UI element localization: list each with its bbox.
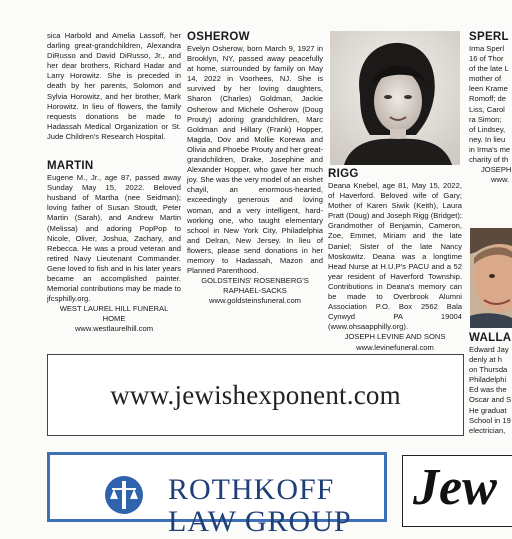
funeral-website-sperl: www. <box>491 175 510 185</box>
obituary-column-2 <box>187 31 323 306</box>
rigg-portrait-photo <box>330 31 460 165</box>
sperl-line: Romoff; de <box>469 94 507 104</box>
sperl-line: Liss, Carol <box>469 104 505 114</box>
funeral-home-sperl: JOSEPH <box>481 165 512 175</box>
funeral-website-martin: www.westlaurelhill.com <box>74 324 154 334</box>
walla-line: on Thursda <box>469 365 508 375</box>
jewish-ad-text: Jew <box>413 459 497 516</box>
rothkoff-subtitle: LAW GROUP <box>168 505 352 538</box>
obituary-name-osherow: OSHEROW <box>187 31 250 43</box>
obituary-body-martin: Eugene M., Jr., age 87, passed away Sunday May 15, 2022. Beloved husband of Martha (nee Seidman); loving father of Susan Stoudt, Peter Martin (Sarah), and Andrew Martin (Melissa) and adoring PopPop to Nicole, Oliver, Joshua, Zachary, and Rebecca. He was a proud veteran and retired Navy Lieutenant Commander. Gene loved to fish and in his later years became an accomplished painter. Memorial contributions may be made to jfcsphilly.org. <box>47 173 181 304</box>
obituary-name-martin: MARTIN <box>47 160 94 173</box>
walla-line: Philadelphi <box>469 375 507 385</box>
obituary-continuation-text: sica Harbold and Amelia Lassoff, her darling great-grandchildren, Alexandra DiRusso and David DiRusso, Jr., and her dear brothers, Richard Hadar and Larry Horowitz. She is preceded in death by her parents, Solomon and Sylvia Horowitz, and her brother, Mark Horowitz. In lieu of flowers, the family requests donations be made to Hadassah Medical Organization or St. Jude Children's Research Hospital. <box>47 31 181 141</box>
walla-line: School in 19 <box>469 415 511 425</box>
rothkoff-logo-icon <box>104 475 144 515</box>
sperl-line: of the late L <box>469 64 509 74</box>
walla-line: Ed was the <box>469 385 507 395</box>
obituary-body-osherow: Evelyn Osherow, born March 9, 1927 in Brooklyn, NY, passed away peacefully at home, surrounded by family on May 14, 2022 in Voorhees, NJ. She is survived by her loving daughters, Sharon (Charles) Goldman, Jackie Osherow and Michele Osherow (Doug Prouty) adoring grandchildren, Marc Goldman and Hillary (Frank) Hopper, Magda, Dov and Mollie Korewa and Olivia and Phoebe Prouty and her great-grandchildren, Drake, Josephine and Alexander Hopper, who gave her much joy. She was the very model of an eishet chayil, an enormous-hearted, exceedingly generous and loving woman, and a very intelligent, hard-working one, who taught elementary school in New York City, Philadelphia and Delran, New Jersey. In lieu of flowers, please send donations in her memory to Hadassah, Mazon and Planned Parenthood. <box>187 44 323 276</box>
obituary-name-rigg: RIGG <box>328 168 359 180</box>
walla-line: Edward Jay <box>469 345 509 354</box>
obituary-body-rigg: Deana Knebel, age 81, May 15, 2022, of Haverford. Beloved wife of Gary; Mother of Karen Siwik (Keith), Laura Pratt (Doug) and Joseph Rigg (Bridget); Grandmother of Benjamin, Cameron, Zoe, Emmet, Miriam and the late Daniel; Sister of the late Nancy Moskowitz. Deana was a longtime Head Nurse at H.U.P's PACU and a 52 year resident of Haverford Township. Contributions in Deana's memory can be made to Overbrook Alumni Association P.O. Box 2562 Bala Cynwyd PA 19004 (www.ohsaapphilly.org). <box>328 181 462 332</box>
jewish-exponent-ad[interactable] <box>402 455 512 527</box>
obituary-column-3 <box>328 168 462 353</box>
funeral-website-osherow: www.goldsteinsfuneral.com <box>208 296 301 306</box>
walla-line: Oscar and S <box>469 395 512 405</box>
funeral-home-rigg: JOSEPH LEVINE AND SONS <box>344 332 446 342</box>
walla-line: denly at h <box>469 355 502 365</box>
sperl-line: in Irma's me <box>469 144 511 154</box>
obituary-column-1 <box>47 31 181 335</box>
sperl-line: ney. In lieu <box>469 134 506 144</box>
banner-url-text[interactable]: www.jewishexponent.com <box>110 380 401 410</box>
funeral-website-rigg: www.levinefuneral.com <box>356 342 434 352</box>
sperl-line: mother of <box>469 74 502 84</box>
sperl-line: of Lindsey, <box>469 124 506 134</box>
portrait-image <box>470 228 512 328</box>
obituary-body-sperl <box>469 44 512 165</box>
funeral-home-martin: WEST LAUREL HILL FUNERAL HOME <box>59 304 169 324</box>
obituary-column-4 <box>469 31 512 185</box>
rothkoff-title: ROTHKOFF <box>168 473 335 506</box>
sperl-line: Irma Sperl <box>469 44 505 53</box>
sperl-line: leen Krame <box>469 84 508 94</box>
sperl-line: 16 of Thor <box>469 54 504 64</box>
portrait-image <box>330 31 460 165</box>
walla-line: electrician, <box>469 425 506 435</box>
obituary-name-sperl: SPERL <box>469 31 509 43</box>
obituary-body-walla <box>469 345 512 436</box>
obituary-column-4-lower <box>469 332 512 436</box>
obituary-name-walla: WALLA <box>469 332 512 344</box>
sperl-line: charity of th <box>469 155 509 165</box>
website-banner-ad[interactable] <box>47 354 464 436</box>
walla-portrait-photo <box>470 228 512 328</box>
walla-line: He graduat <box>469 405 507 415</box>
sperl-line: ra Simon; <box>469 114 502 124</box>
funeral-home-osherow: GOLDSTEINS' ROSENBERG'S RAPHAEL-SACKS <box>201 276 309 296</box>
